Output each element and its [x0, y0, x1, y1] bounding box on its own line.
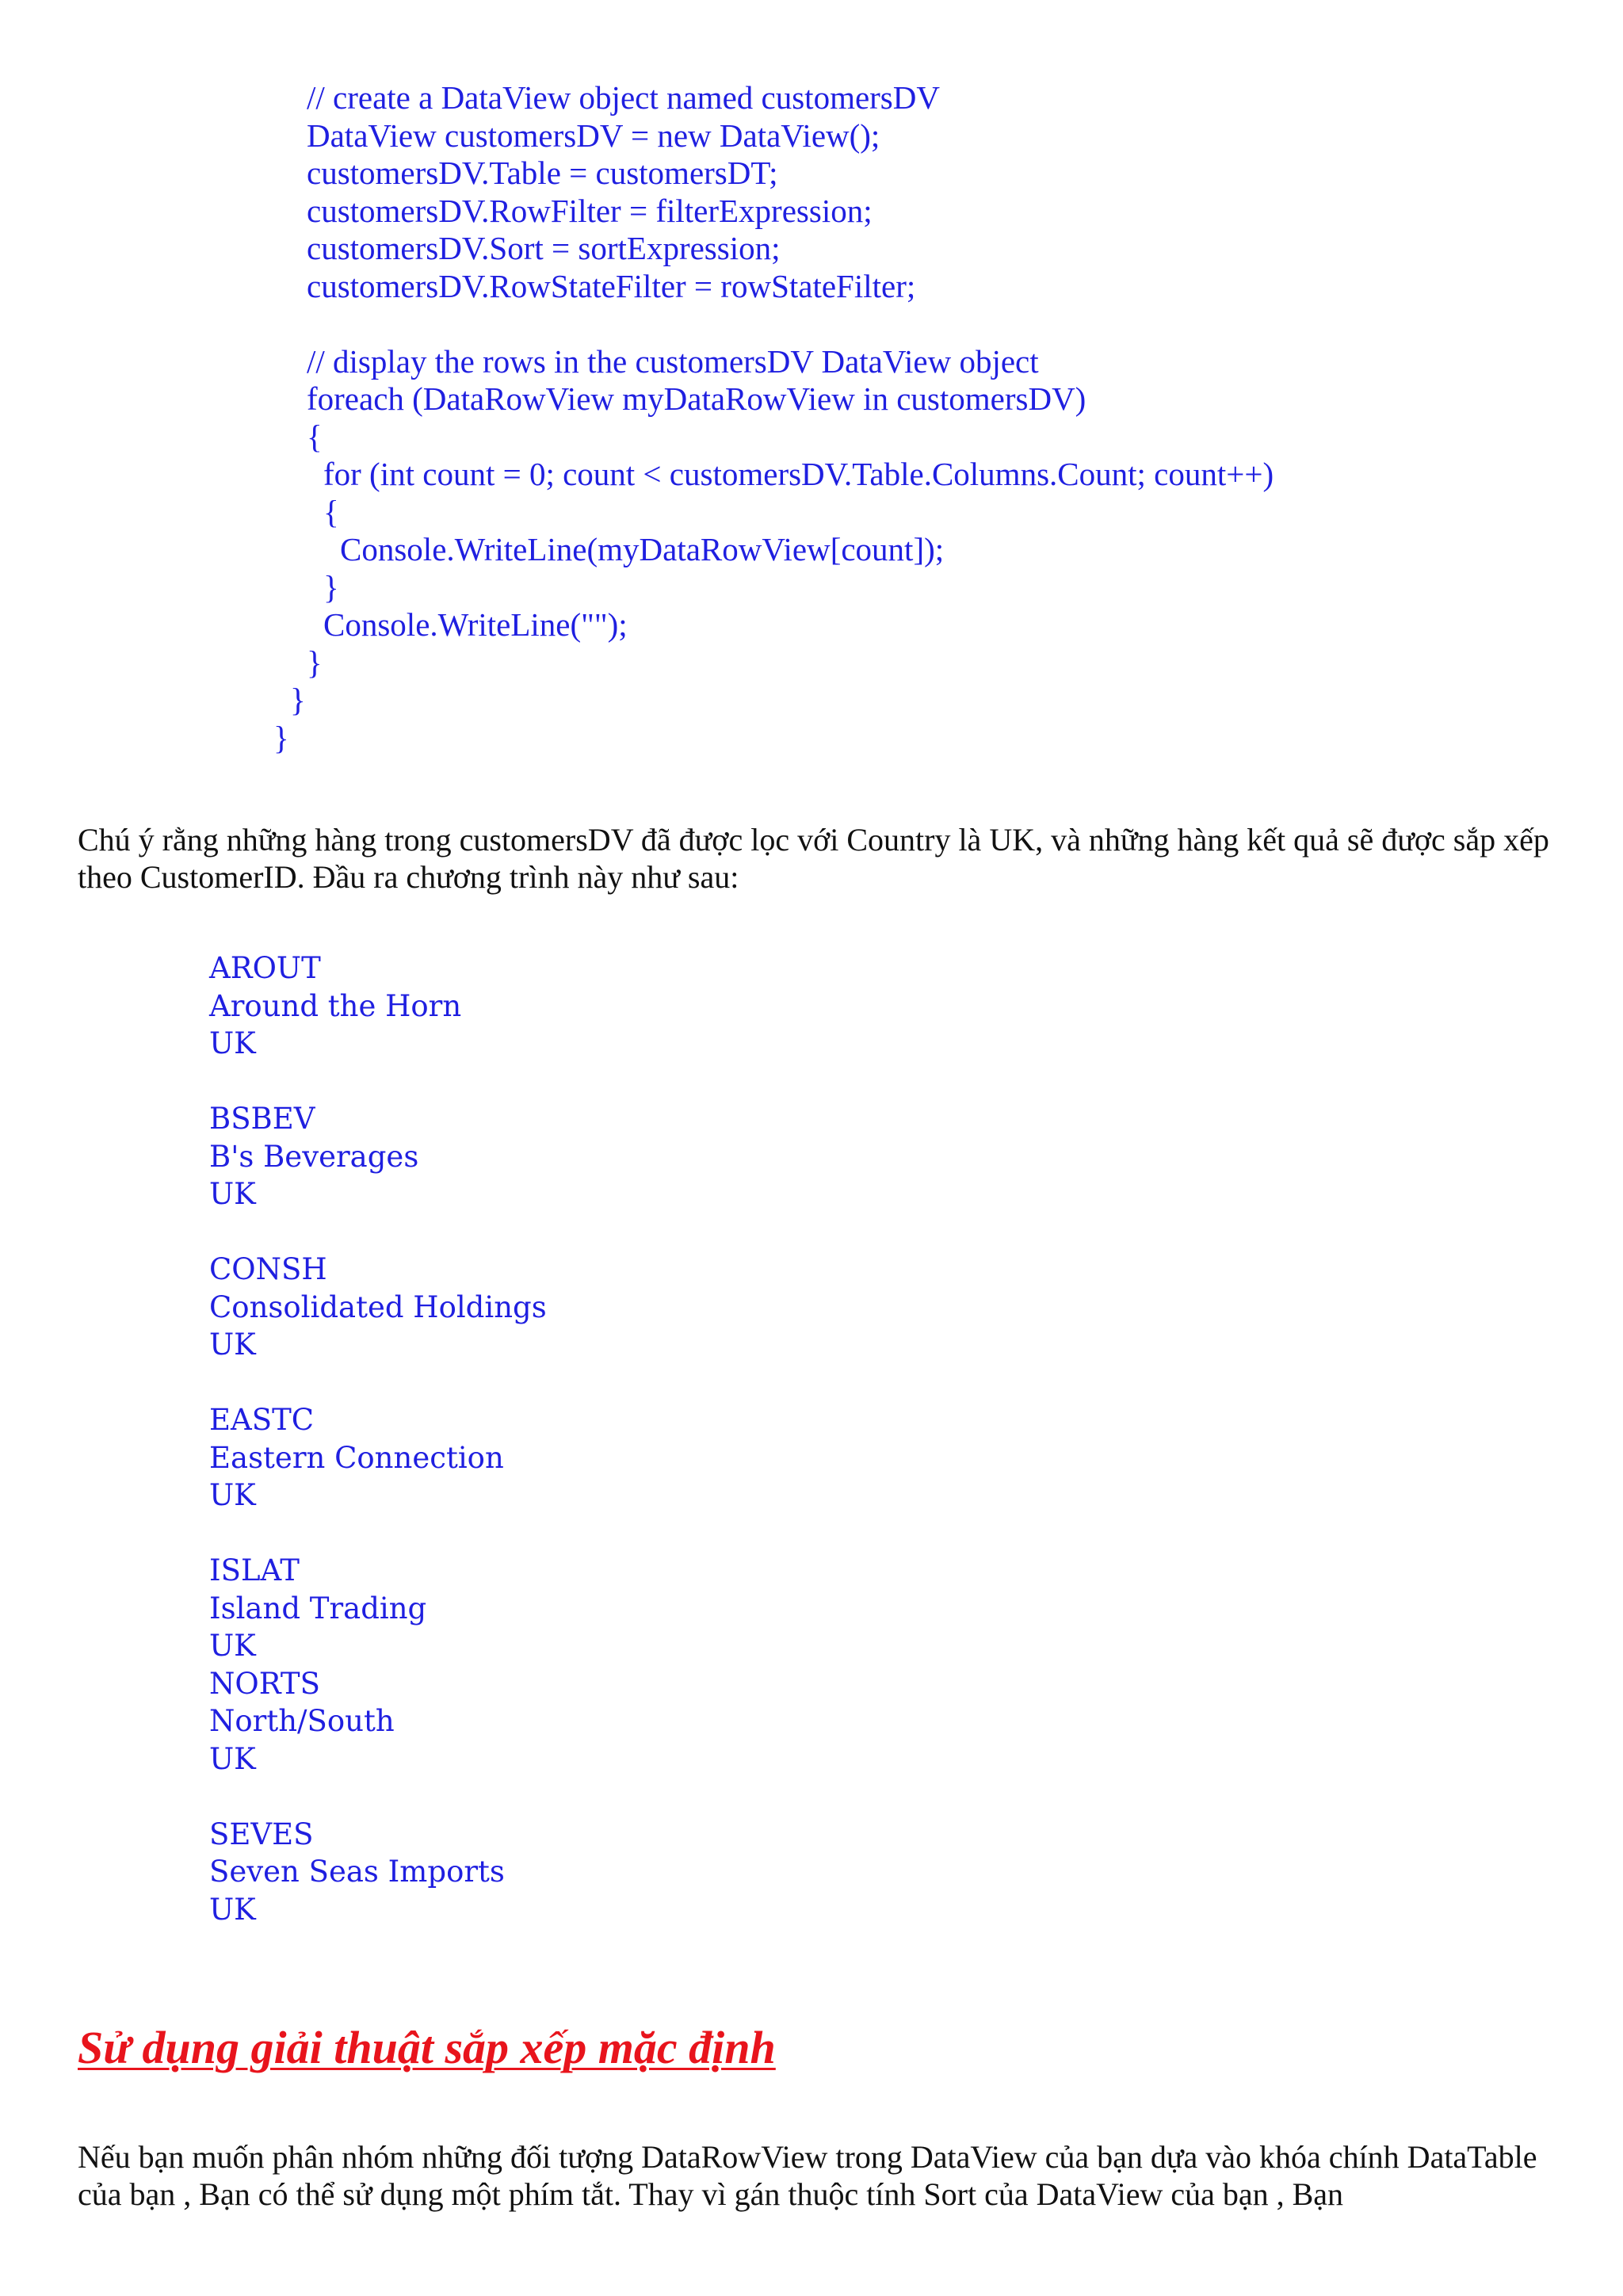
code-line: // create a DataView object named customersDV: [307, 79, 940, 116]
output-line: [209, 1063, 547, 1101]
output-line: EASTC: [209, 1403, 315, 1437]
output-line: [209, 1364, 547, 1402]
code-line: foreach (DataRowView myDataRowView in customersDV): [307, 380, 1086, 417]
output-line: [209, 1213, 547, 1251]
code-line: {: [323, 494, 339, 530]
code-line: DataView customersDV = new DataView();: [307, 117, 880, 154]
output-line: B's Beverages: [209, 1139, 419, 1174]
code-line: }: [323, 569, 339, 606]
output-line: Consolidated Holdings: [209, 1289, 547, 1324]
output-line: [209, 1778, 547, 1816]
output-line: [209, 1515, 547, 1553]
code-line: Console.WriteLine("");: [323, 606, 628, 643]
output-line: UK: [209, 1177, 256, 1211]
code-line: }: [273, 720, 289, 756]
code-line: }: [307, 644, 323, 681]
output-line: Island Trading: [209, 1591, 427, 1626]
output-line: Seven Seas Imports: [209, 1855, 505, 1889]
code-line: customersDV.Sort = sortExpression;: [307, 230, 781, 266]
output-line: UK: [209, 1478, 256, 1512]
code-line: customersDV.RowStateFilter = rowStateFilter;: [307, 268, 916, 304]
output-line: UK: [209, 1026, 256, 1060]
output-line: UK: [209, 1629, 256, 1663]
code-line: }: [290, 682, 306, 718]
code-line: Console.WriteLine(myDataRowView[count]);: [340, 531, 945, 567]
output-line: SEVES: [209, 1817, 314, 1851]
program-output: [209, 949, 547, 1928]
code-line: {: [307, 418, 323, 455]
output-line: North/South: [209, 1704, 395, 1738]
code-line: for (int count = 0; count < customersDV.Table.Columns.Count; count++): [323, 456, 1274, 492]
output-line: CONSH: [209, 1252, 327, 1286]
output-line: Eastern Connection: [209, 1440, 504, 1475]
output-line: ISLAT: [209, 1553, 300, 1587]
output-line: UK: [209, 1892, 256, 1927]
output-line: BSBEV: [209, 1102, 315, 1136]
output-line: Around the Horn: [209, 988, 462, 1023]
section-heading: Sử dụng giải thuật sắp xếp mặc định: [78, 2022, 776, 2073]
output-line: UK: [209, 1328, 256, 1362]
body-paragraph: Nếu bạn muốn phân nhóm những đối tượng DataRowView trong DataView của bạn dựa vào khóa chính DataTable của bạn , Bạn có thể sử dụng một phím tắt. Thay vì gán thuộc tính Sort của DataView của bạn , Bạn: [78, 2139, 1537, 2212]
code-line: // display the rows in the customersDV DataView object: [307, 343, 1039, 380]
output-line: NORTS: [209, 1666, 320, 1701]
output-line: UK: [209, 1741, 256, 1776]
output-line: AROUT: [209, 951, 321, 985]
code-line: customersDV.Table = customersDT;: [307, 155, 778, 191]
body-paragraph: Chú ý rằng những hàng trong customersDV đã được lọc với Country là UK, và những hàng kết quả sẽ được sắp xếp theo CustomerID. Đầu ra chương trình này như sau:: [78, 822, 1549, 895]
code-line: customersDV.RowFilter = filterExpression;: [307, 193, 873, 229]
